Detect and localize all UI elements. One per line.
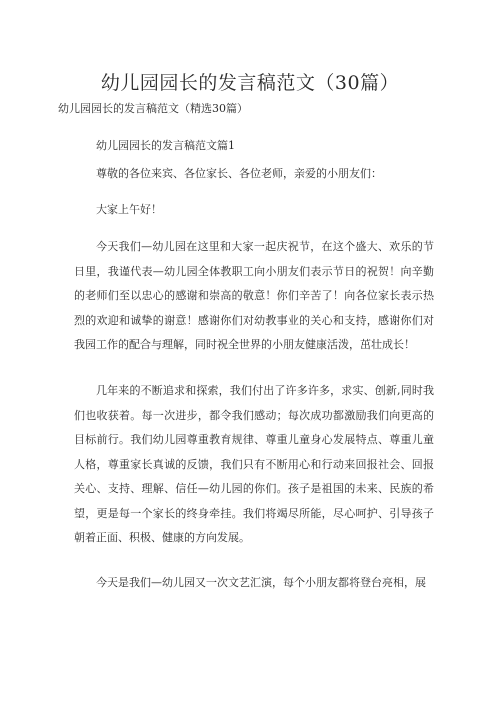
greeting-line: 尊敬的各位来宾、各位家长、各位老师，亲爱的小朋友们：	[96, 167, 382, 180]
paragraph-block-2	[74, 379, 434, 551]
document-subtitle: 幼儿园园长的发言稿范文（精选30篇）	[58, 102, 248, 115]
section-heading: 幼儿园园长的发言稿范文篇1	[96, 139, 235, 152]
document-title: 幼儿园园长的发言稿范文（30篇）	[100, 72, 400, 94]
greeting-block	[74, 162, 434, 187]
paragraph: 几年来的不断追求和探索，我们付出了许多许多，求实、创新,同时我们也收获着。每一次进步，都令我们感动；每次成功都激励我们向更高的目标前行。我们幼儿园尊重教育规律、尊重儿童身心发展特点、尊重儿童人格，尊重家长真诚的反馈，我们只有不断用心和行动来回报社会、回报关心、支持、理解、信任—幼儿园的你们。孩子是祖国的未来、民族的希望，更是每一个家长的终身牵挂。我们将竭尽所能，尽心呵护、引导孩子朝着正面、积极、健康的方向发展。	[74, 384, 434, 544]
salutation-block	[74, 198, 434, 223]
paragraph: 今天是我们—幼儿园又一次文艺汇演，每个小朋友都将登台亮相，展	[96, 576, 426, 589]
paragraph-block-3	[74, 571, 434, 596]
paragraph-block-1	[74, 235, 434, 358]
paragraph: 今天我们—幼儿园在这里和大家一起庆祝节，在这个盛大、欢乐的节日里，我谨代表—幼儿园全体教职工向小朋友们表示节日的祝贺！向辛勤的老师们至以忠心的感谢和崇高的敬意！你们辛苦了！向各位家长表示热烈的欢迎和诚挚的谢意！感谢你们对幼教事业的关心和支持，感谢你们对我园工作的配合与理解，同时祝全世界的小朋友健康活泼，茁壮成长！	[74, 240, 434, 351]
salutation-line: 大家上午好！	[96, 203, 162, 216]
